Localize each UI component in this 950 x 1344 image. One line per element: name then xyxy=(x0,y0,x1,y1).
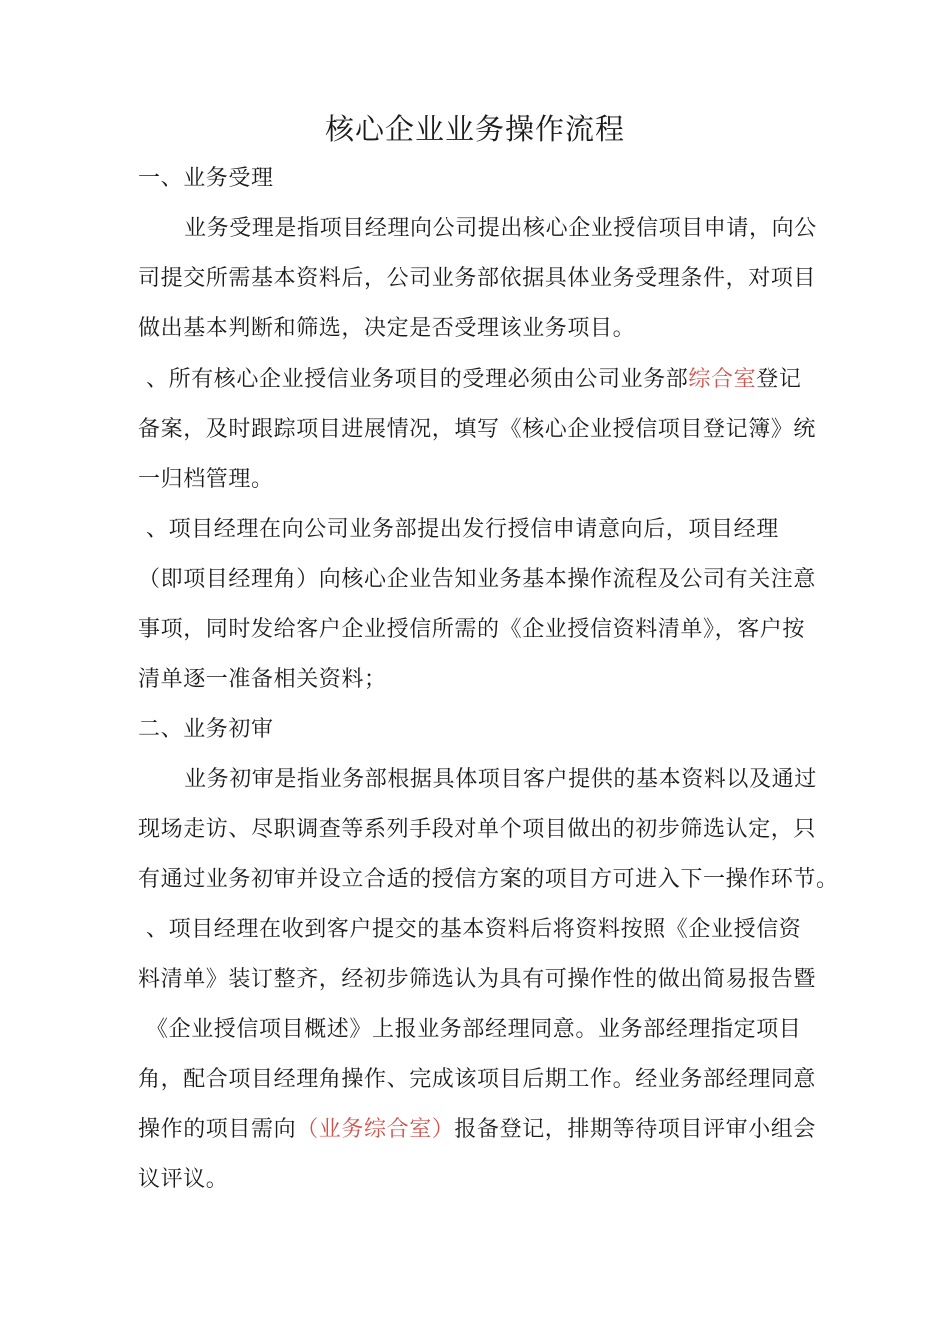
highlighted-text: （业务综合室） xyxy=(296,1117,455,1142)
paragraph-line: 业务受理是指项目经理向公司提出核心企业授信项目申请，向公 xyxy=(184,216,817,241)
highlighted-text: 综合室 xyxy=(688,367,757,392)
paragraph-line: 司提交所需基本资料后，公司业务部依据具体业务受理条件，对项目 xyxy=(138,266,817,291)
text-segment: 报备登记，排期等待项目评审小组会 xyxy=(454,1117,817,1142)
paragraph-line: 现场走访、尽职调查等系列手段对单个项目做出的初步筛选认定，只 xyxy=(138,817,817,842)
text-segment: 登记 xyxy=(756,367,802,392)
list-item-line: 事项，同时发给客户企业授信所需的《企业授信资料清单》，客户按 xyxy=(138,617,806,642)
document-title: 核心企业业务操作流程 xyxy=(324,112,625,146)
list-item-line: 、项目经理在向公司业务部提出发行授信申请意向后，项目经理 xyxy=(146,517,779,542)
list-item-line xyxy=(146,365,801,395)
list-item-line: 《企业授信项目概述》上报业务部经理同意。业务部经理指定项目 xyxy=(146,1017,802,1042)
text-segment: 操作的项目需向 xyxy=(138,1117,297,1142)
list-item-line: 议评议。 xyxy=(138,1167,229,1192)
list-item-line xyxy=(138,1115,816,1145)
paragraph-line: 做出基本判断和筛选，决定是否受理该业务项目。 xyxy=(138,316,636,341)
list-item-line: 、项目经理在收到客户提交的基本资料后将资料按照《企业授信资 xyxy=(146,917,802,942)
list-item-line: 一归档管理。 xyxy=(138,467,274,492)
paragraph-line: 业务初审是指业务部根据具体项目客户提供的基本资料以及通过 xyxy=(184,767,817,792)
list-item-line: 清单逐一准备相关资料； xyxy=(138,667,387,692)
list-item-line: （即项目经理角）向核心企业告知业务基本操作流程及公司有关注意 xyxy=(138,567,817,592)
section-heading-1: 一、业务受理 xyxy=(138,166,274,191)
section-heading-2: 二、业务初审 xyxy=(138,717,274,742)
list-item-line: 角，配合项目经理角操作、完成该项目后期工作。经业务部经理同意 xyxy=(138,1067,817,1092)
text-segment: 、所有核心企业授信业务项目的受理必须由公司业务部 xyxy=(146,367,689,392)
list-item-line: 料清单》装订整齐，经初步筛选认为具有可操作性的做出简易报告暨 xyxy=(138,967,817,992)
paragraph-line: 有通过业务初审并设立合适的授信方案的项目方可进入下一操作环节。 xyxy=(138,867,839,892)
list-item-line: 备案，及时跟踪项目进展情况，填写《核心企业授信项目登记簿》统 xyxy=(138,417,817,442)
